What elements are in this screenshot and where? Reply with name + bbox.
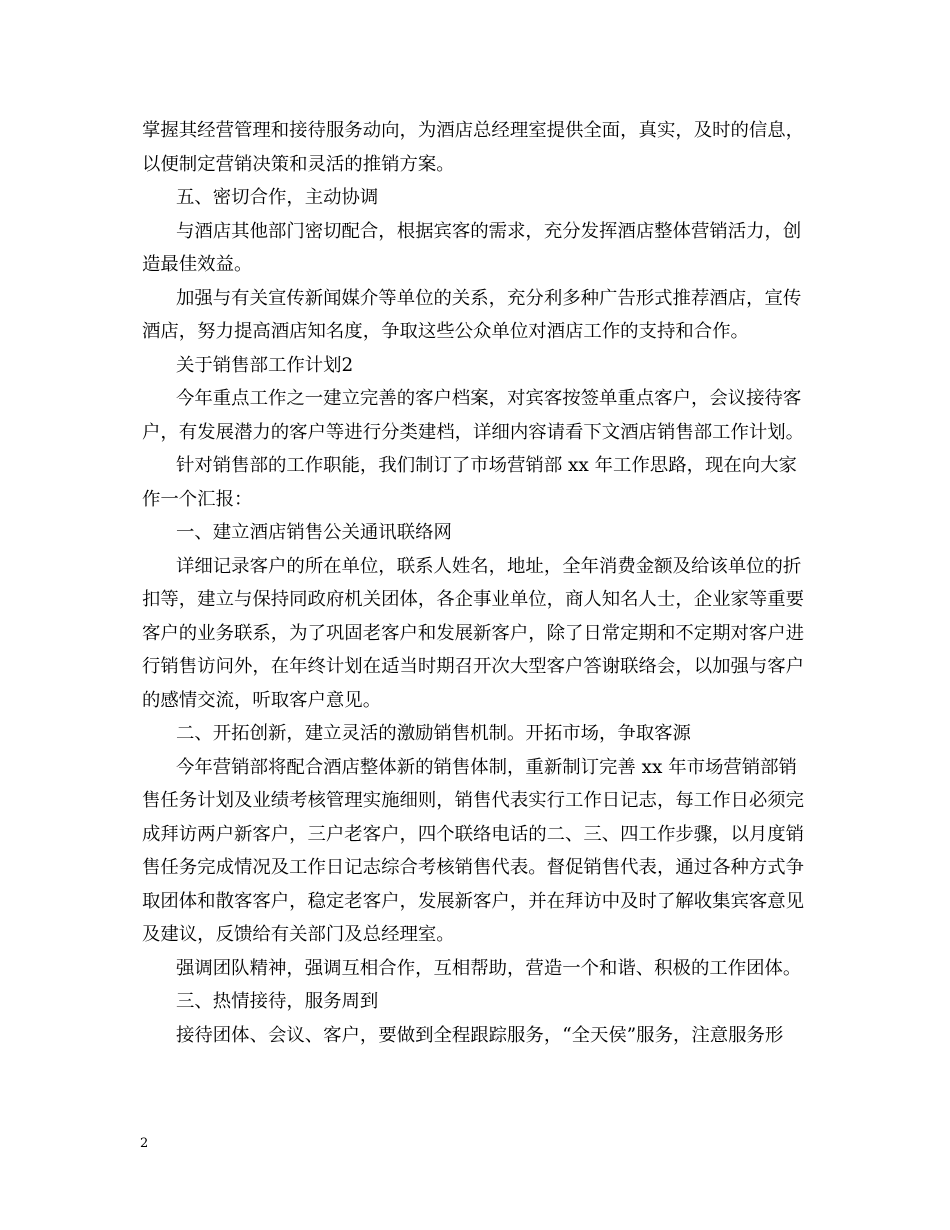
text-line: 售任务计划及业绩考核管理实施细则，销售代表实行工作日记志，每工作日必须完: [142, 790, 805, 811]
text-line: 二、开拓创新，建立灵活的激励销售机制。开拓市场，争取客源: [176, 723, 691, 744]
text-line: 以便制定营销决策和灵活的推销方案。: [142, 153, 455, 175]
text-line: 及建议，反馈给有关部门及总经理室。: [142, 924, 455, 945]
text-line: 酒店，努力提高酒店知名度，争取这些公众单位对酒店工作的支持和合作。: [142, 321, 749, 342]
text-line: 户，有发展潜力的客户等进行分类建档，详细内容请看下文酒店销售部工作计划。: [142, 421, 805, 443]
text-line: 关于销售部工作计划2: [176, 354, 354, 376]
text-line: 详细记录客户的所在单位，联系人姓名，地址，全年消费金额及给该单位的折: [176, 555, 802, 577]
text-line: 作一个汇报：: [142, 488, 253, 510]
text-line: 客户的业务联系，为了巩固老客户和发展新客户，除了日常定期和不定期对客户进: [142, 622, 805, 644]
text-line: 造最佳效益。: [142, 254, 253, 275]
text-line: 行销售访问外，在年终计划在适当时期召开次大型客户答谢联络会，以加强与客户: [142, 656, 805, 677]
text-line: 今年营销部将配合酒店整体新的销售体制，重新制订完善 xx 年市场营销部销: [176, 756, 797, 778]
page-number: 2: [140, 1136, 149, 1151]
document-body: [142, 114, 812, 1052]
text-line: 接待团体、会议、客户，要做到全程跟踪服务，“全天侯”服务，注意服务形: [176, 1024, 784, 1046]
text-line: 针对销售部的工作职能，我们制订了市场营销部 xx 年工作思路，现在向大家: [176, 455, 797, 476]
text-line: 售任务完成情况及工作日记志综合考核销售代表。督促销售代表，通过各种方式争: [142, 857, 805, 878]
text-line: 掌握其经营管理和接待服务动向，为酒店总经理室提供全面，真实，及时的信息，: [142, 120, 805, 141]
text-line: 五、密切合作，主动协调: [176, 187, 379, 208]
text-line: 成拜访两户新客户，三户老客户，四个联络电话的二、三、四工作步骤，以月度销: [142, 823, 805, 845]
text-line: 强调团队精神，强调互相合作，互相帮助，营造一个和谐、积极的工作团体。: [176, 957, 802, 979]
text-line: 一、建立酒店销售公关通讯联络网: [176, 522, 452, 543]
text-line: 今年重点工作之一建立完善的客户档案，对宾客按签单重点客户，会议接待客: [176, 388, 802, 409]
text-line: 与酒店其他部门密切配合，根据宾客的需求，充分发挥酒店整体营销活力，创: [176, 220, 802, 242]
text-line: 加强与有关宣传新闻媒介等单位的关系，充分利多种广告形式推荐酒店，宣传: [176, 287, 802, 309]
text-line: 取团体和散客客户，稳定老客户，发展新客户，并在拜访中及时了解收集宾客意见: [142, 890, 805, 912]
text-line: 三、热情接待，服务周到: [176, 991, 379, 1012]
text-line: 的感情交流，听取客户意见。: [142, 689, 382, 711]
text-line: 扣等，建立与保持同政府机关团体，各企事业单位，商人知名人士，企业家等重要: [142, 589, 805, 610]
